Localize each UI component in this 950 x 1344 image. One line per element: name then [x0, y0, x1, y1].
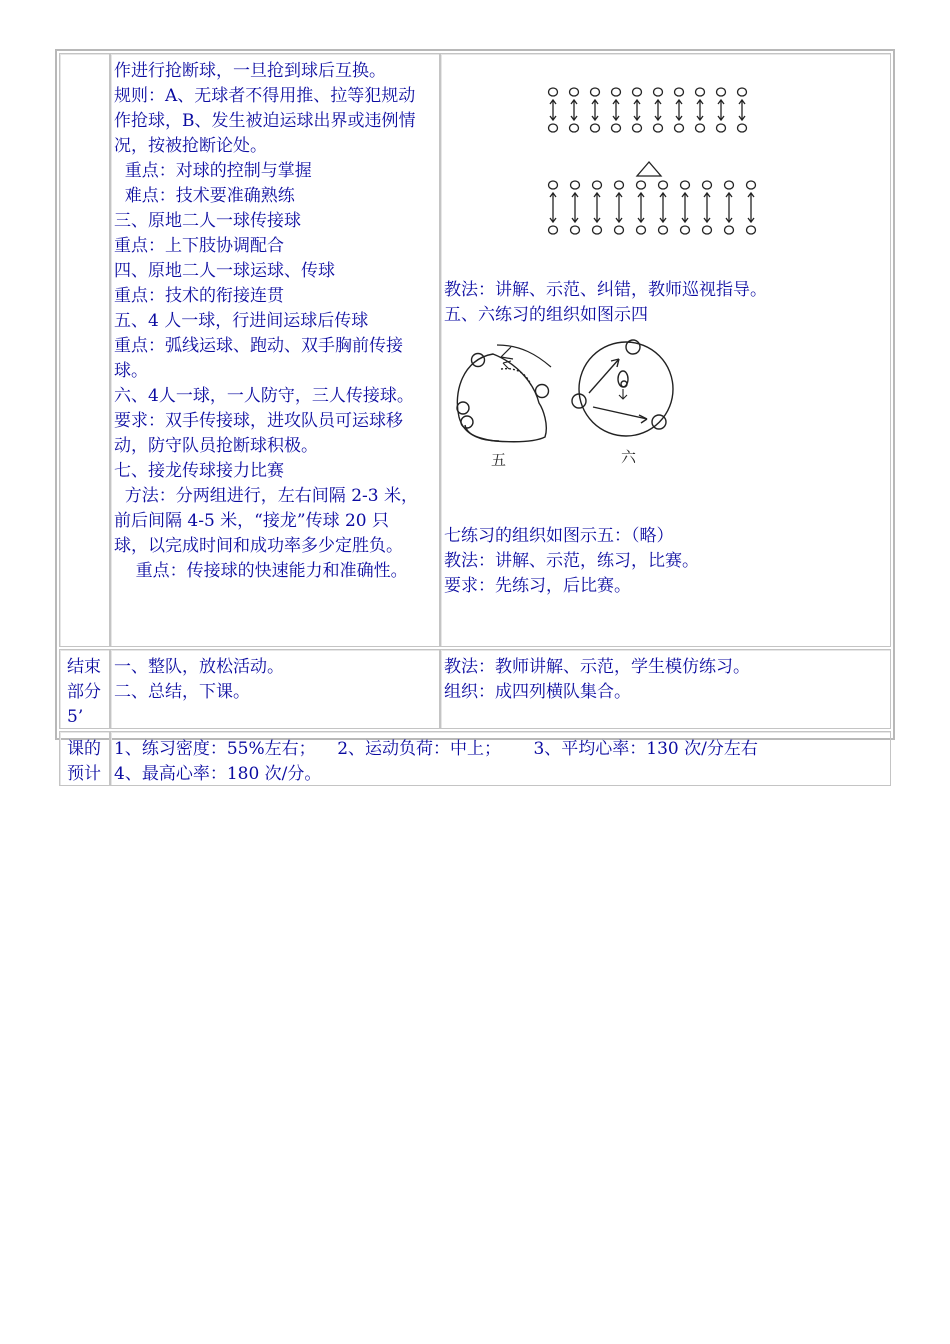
formation-row-b-player-top	[681, 181, 690, 189]
main-content-line: 三、原地二人一球传接球	[114, 211, 301, 231]
formation-row-a-player-bottom	[549, 124, 558, 132]
ending-section-content-cell	[110, 649, 440, 729]
formation-row-b-player-top	[747, 181, 756, 189]
formation-row-b-player-bottom	[549, 226, 558, 234]
formation-row-a-player-bottom	[675, 124, 684, 132]
formation-row-a-player-bottom	[696, 124, 705, 132]
formation-row-b-player-bottom	[593, 226, 602, 234]
formation-row-a-player-bottom	[570, 124, 579, 132]
main-content-line: 作抢球，B、发生被迫运球出界或违例情	[114, 111, 416, 131]
formation-row-a-player-bottom	[738, 124, 747, 132]
main-content-line: 重点：对球的控制与掌握	[114, 161, 312, 181]
ending-content-line: 二、总结，下课。	[114, 682, 250, 702]
diagram-five-label: 五	[491, 451, 507, 469]
formation-row-a-player-top	[549, 88, 558, 96]
formation-row-b-player-bottom	[571, 226, 580, 234]
main-content-line: 规则：A、无球者不得用推、拉等犯规动	[114, 86, 416, 106]
formation-row-b-player-top	[703, 181, 712, 189]
lesson-plan-table	[55, 49, 895, 784]
formation-row-a-player-bottom	[612, 124, 621, 132]
main-content-line: 六、4人一球，一人防守，三人传接球。	[114, 386, 414, 406]
ending-method-text	[444, 655, 890, 705]
main-content-line: 四、原地二人一球运球、传球	[114, 261, 335, 281]
drill-seven-note: 七练习的组织如图示五：（略）	[444, 526, 674, 546]
formation-row-a-player-bottom	[654, 124, 663, 132]
organization-note-text: 五、六练习的组织如图示四	[444, 305, 648, 325]
formation-row-b-player-bottom	[659, 226, 668, 234]
formation-row-b-player-bottom	[681, 226, 690, 234]
ending-section-method-cell	[440, 649, 891, 729]
formation-row-a-player-top	[717, 88, 726, 96]
formation-row-a-player-top	[696, 88, 705, 96]
main-content-line: 重点：技术的衔接连贯	[114, 286, 284, 306]
ending-label	[67, 655, 109, 730]
main-content-line: 动，防守队员抢断球积极。	[114, 436, 318, 456]
main-section-content-cell	[110, 53, 440, 647]
main-content-line: 五、4 人一球，行进间运球后传球	[114, 311, 369, 331]
main-content-line: 况，按被抢断论处。	[114, 136, 267, 156]
formation-row-a-player-bottom	[591, 124, 600, 132]
diagram-six-label: 六	[621, 448, 637, 466]
main-content-line: 要求：双手传接球，进攻队员可运球移	[114, 411, 403, 431]
teaching-method-text: 教法：讲解、示范、纠错，教师巡视指导。	[444, 280, 767, 300]
main-content-line: 作进行抢断球，一旦抢到球后互换。	[114, 61, 386, 81]
formation-row-b-player-top	[725, 181, 734, 189]
main-content-text	[114, 59, 439, 584]
formation-row-a-player-top	[612, 88, 621, 96]
estimate-label-line: 课的	[67, 739, 101, 759]
formation-row-b-player-top	[593, 181, 602, 189]
formation-row-a-player-top	[633, 88, 642, 96]
estimate-section-label-cell	[59, 731, 110, 786]
main-content-line: 重点：传接球的快速能力和准确性。	[114, 561, 408, 581]
circle-drill-diagrams	[451, 337, 701, 472]
estimate-label	[67, 737, 109, 787]
teacher-triangle-icon	[637, 162, 661, 176]
formation-row-b-player-bottom	[725, 226, 734, 234]
formation-diagram	[541, 84, 771, 284]
main-content-line: 方法：分两组进行，左右间隔 2-3 米，	[114, 486, 418, 506]
ending-content-line: 一、整队，放松活动。	[114, 657, 284, 677]
formation-row-b-player-bottom	[703, 226, 712, 234]
formation-row-a-player-top	[654, 88, 663, 96]
formation-row-a-player-top	[591, 88, 600, 96]
formation-row-a-player-bottom	[717, 124, 726, 132]
formation-row-b-player-bottom	[637, 226, 646, 234]
ending-label-line: 部分	[67, 682, 101, 702]
teaching-method-text-2: 教法：讲解、示范，练习，比赛。	[444, 551, 699, 571]
ending-section-label-cell	[59, 649, 110, 729]
main-content-line: 重点：弧线运球、跑动、双手胸前传接	[114, 336, 403, 356]
ending-label-line: 结束	[67, 657, 101, 677]
drill-diagram-five	[457, 345, 551, 442]
main-content-line: 球。	[114, 361, 148, 381]
main-section-method-cell	[440, 53, 891, 647]
formation-row-b-player-bottom	[615, 226, 624, 234]
ending-method-line: 教法：教师讲解、示范，学生模仿练习。	[444, 657, 750, 677]
estimate-line-2: 4、最高心率：180 次/分。	[114, 764, 322, 784]
formation-row-a-player-top	[570, 88, 579, 96]
main-content-line: 前后间隔 4-5 米，“接龙”传球 20 只	[114, 511, 390, 531]
formation-row-b-player-bottom	[747, 226, 756, 234]
ending-content-text	[114, 655, 439, 705]
ending-label-line: 5’	[67, 707, 84, 727]
formation-row-a-player-bottom	[633, 124, 642, 132]
formation-row-a-player-top	[738, 88, 747, 96]
drill-diagram-six	[572, 340, 673, 436]
formation-row-b-player-top	[571, 181, 580, 189]
formation-row-b-player-top	[549, 181, 558, 189]
main-content-line: 七、接龙传球接力比赛	[114, 461, 284, 481]
estimate-label-line: 预计	[67, 764, 101, 784]
estimate-line-1: 1、练习密度：55%左右； 2、运动负荷：中上； 3、平均心率：130 次/分左右	[114, 739, 758, 759]
formation-row-a-player-top	[675, 88, 684, 96]
estimate-section-content-cell	[110, 731, 891, 786]
formation-row-b-player-top	[637, 181, 646, 189]
formation-row-b-player-top	[659, 181, 668, 189]
formation-row-b-player-top	[615, 181, 624, 189]
main-section-label-cell	[59, 53, 110, 647]
main-content-line: 球，以完成时间和成功率多少定胜负。	[114, 536, 403, 556]
requirement-text: 要求：先练习，后比赛。	[444, 576, 631, 596]
ending-method-line: 组织：成四列横队集合。	[444, 682, 631, 702]
main-content-line: 重点：上下肢协调配合	[114, 236, 284, 256]
main-content-line: 难点：技术要准确熟练	[114, 186, 295, 206]
